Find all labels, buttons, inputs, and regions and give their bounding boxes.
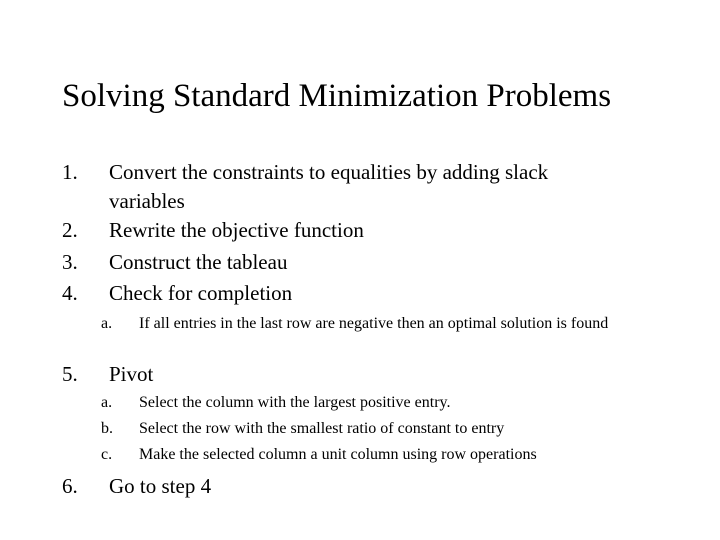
step-number: 3. bbox=[62, 250, 78, 274]
substep-text: Make the selected column a unit column using row operations bbox=[139, 446, 537, 463]
substep-letter: b. bbox=[101, 420, 113, 437]
step-number: 4. bbox=[62, 281, 78, 305]
substep-letter: c. bbox=[101, 446, 113, 463]
step-number: 2. bbox=[62, 218, 78, 242]
step-text: Rewrite the objective function bbox=[109, 218, 364, 242]
step-6 bbox=[62, 472, 662, 501]
step-1 bbox=[62, 158, 662, 216]
step-2 bbox=[62, 216, 662, 245]
step-number: 5. bbox=[62, 362, 78, 386]
step-3 bbox=[62, 248, 662, 277]
substep-5c bbox=[101, 445, 671, 465]
step-4 bbox=[62, 279, 662, 308]
substep-text: Select the row with the smallest ratio of constant to entry bbox=[139, 420, 505, 437]
substep-4a bbox=[101, 314, 671, 354]
substep-text: If all entries in the last row are negative then an optimal solution is found bbox=[139, 315, 609, 332]
step-text: Go to step 4 bbox=[109, 474, 212, 498]
substep-letter: a. bbox=[101, 315, 113, 332]
slide-title: Solving Standard Minimization Problems bbox=[62, 78, 612, 114]
substep-letter: a. bbox=[101, 394, 113, 411]
substep-text: Select the column with the largest positive entry. bbox=[139, 394, 451, 411]
substep-5b bbox=[101, 419, 671, 439]
step-text: Check for completion bbox=[109, 281, 293, 305]
step-number: 6. bbox=[62, 474, 78, 498]
step-text: Convert the constraints to equalities by adding slack variables bbox=[109, 160, 549, 213]
step-text: Pivot bbox=[109, 362, 154, 386]
substep-5a bbox=[101, 393, 671, 413]
step-5 bbox=[62, 360, 662, 389]
step-text: Construct the tableau bbox=[109, 250, 288, 274]
step-number: 1. bbox=[62, 160, 78, 184]
